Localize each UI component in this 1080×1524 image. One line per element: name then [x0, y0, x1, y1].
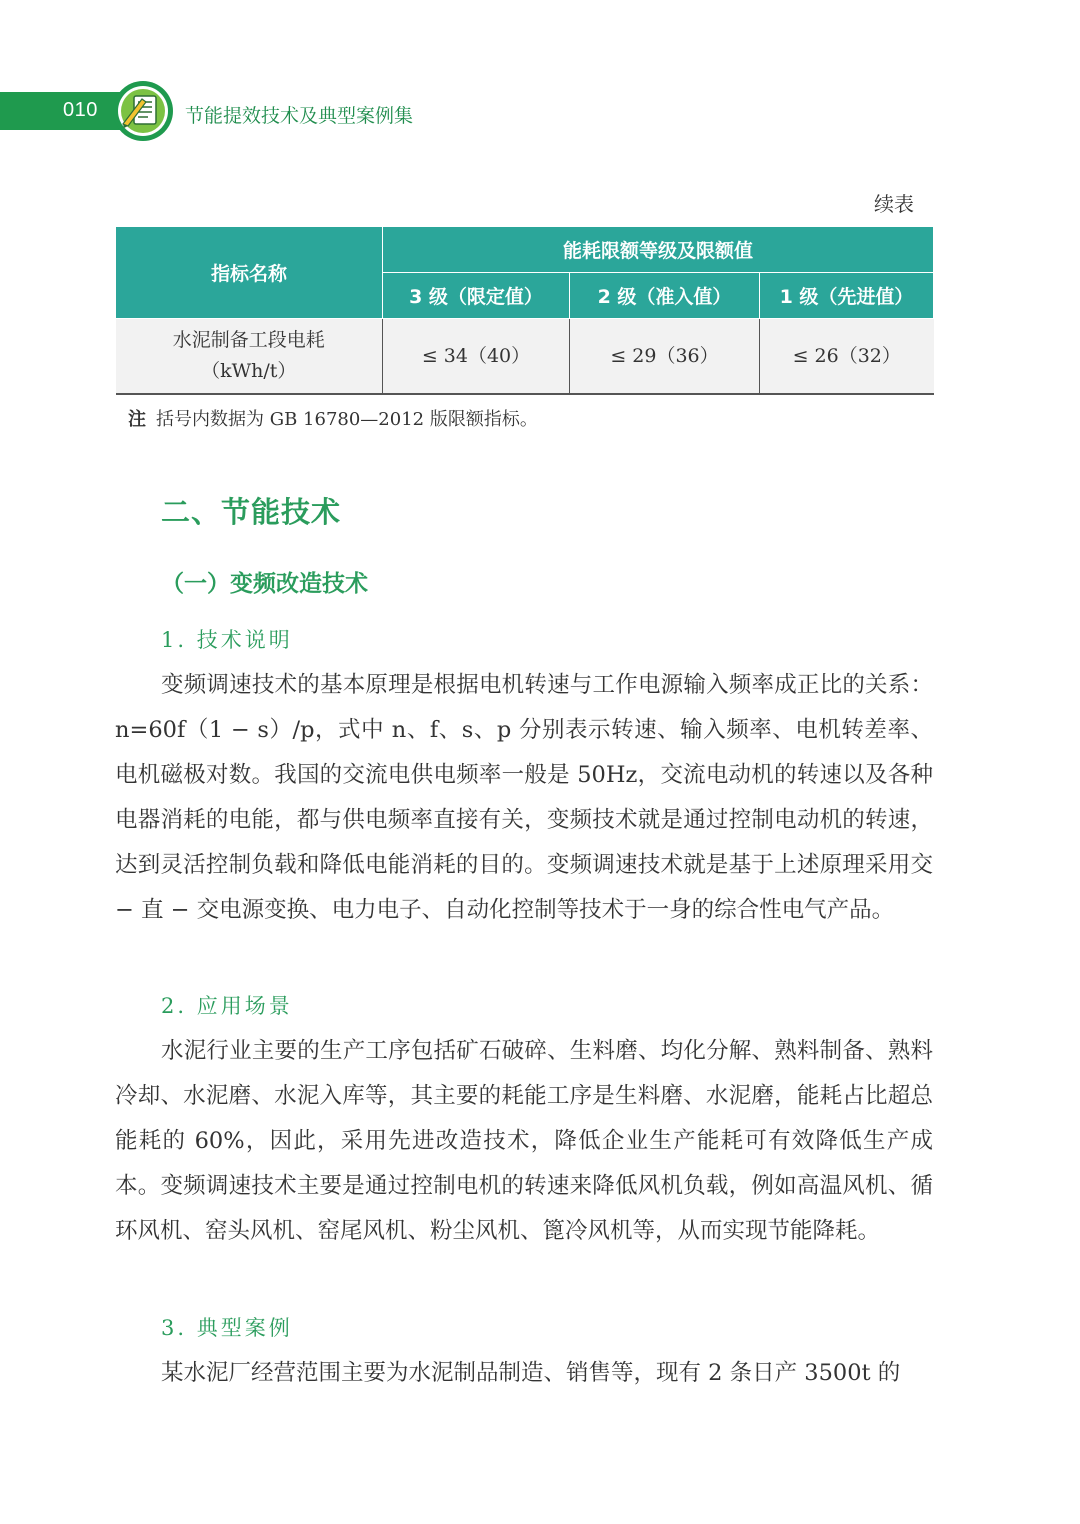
header-level-3: 3 级（限定值） — [383, 273, 570, 319]
item-heading-application: 2. 应用场景 — [161, 994, 293, 1018]
paragraph-case: 某水泥厂经营范围主要为水泥制品制造、销售等，现有 2 条日产 3500t 的 — [161, 1360, 901, 1386]
table-note-label: 注 — [128, 409, 146, 430]
table-row — [116, 319, 934, 395]
level-1-value: ≤ 26（32） — [760, 319, 934, 395]
book-title: 节能提效技术及典型案例集 — [185, 105, 414, 127]
notepad-pencil-icon — [112, 80, 174, 142]
table-note — [128, 405, 538, 431]
paragraph-technology: 变频调速技术的基本原理是根据电机转速与工作电源输入频率成正比的关系：n=60f（1 − s）/p，式中 n、f、s、p 分别表示转速、输入频率、电机转差率、电机磁极对数。我国的交流电供电频率一般是 50Hz，交流电动机的转速以及各种电器消耗的电能，都与供电频率直接有关，变频技术就是通过控制电动机的转速，达到灵活控制负载和降低电能消耗的目的。变频调速技术就是基于上述原理采用交 − 直 − 交电源变换、电力电子、自动化控制等技术于一身的综合性电气产品。 — [115, 672, 933, 923]
table-note-text: 括号内数据为 GB 16780—2012 版限额指标。 — [156, 409, 538, 430]
indicator-name-cell — [116, 319, 383, 395]
level-2-value: ≤ 29（36） — [570, 319, 760, 395]
level-3-value: ≤ 34（40） — [383, 319, 570, 395]
energy-limit-table — [115, 226, 934, 395]
indicator-name: 水泥制备工段电耗 — [172, 329, 325, 351]
header-indicator-name: 指标名称 — [116, 227, 383, 319]
page-number: 010 — [63, 99, 98, 121]
paragraph-application: 水泥行业主要的生产工序包括矿石破碎、生料磨、均化分解、熟料制备、熟料冷却、水泥磨、水泥入库等，其主要的耗能工序是生料磨、水泥磨，能耗占比超总能耗的 60%，因此，采用先进改造技术，降低企业生产能耗可有效降低生产成本。变频调速技术主要是通过控制电机的转速来降低风机负载，例如高温风机、循环风机、窑头风机、窑尾风机、粉尘风机、篦冷风机等，从而实现节能降耗。 — [115, 1038, 933, 1244]
section-heading: 二、节能技术 — [161, 495, 342, 529]
item-heading-technology: 1. 技术说明 — [161, 628, 293, 652]
subsection-heading: （一）变频改造技术 — [161, 570, 368, 597]
header-level-1: 1 级（先进值） — [760, 273, 934, 319]
continued-table-label: 续表 — [874, 192, 914, 216]
indicator-unit: （kWh/t） — [201, 360, 297, 382]
item-heading-case: 3. 典型案例 — [161, 1316, 293, 1340]
header-level-2: 2 级（准入值） — [570, 273, 760, 319]
header-limit-group: 能耗限额等级及限额值 — [383, 227, 934, 273]
